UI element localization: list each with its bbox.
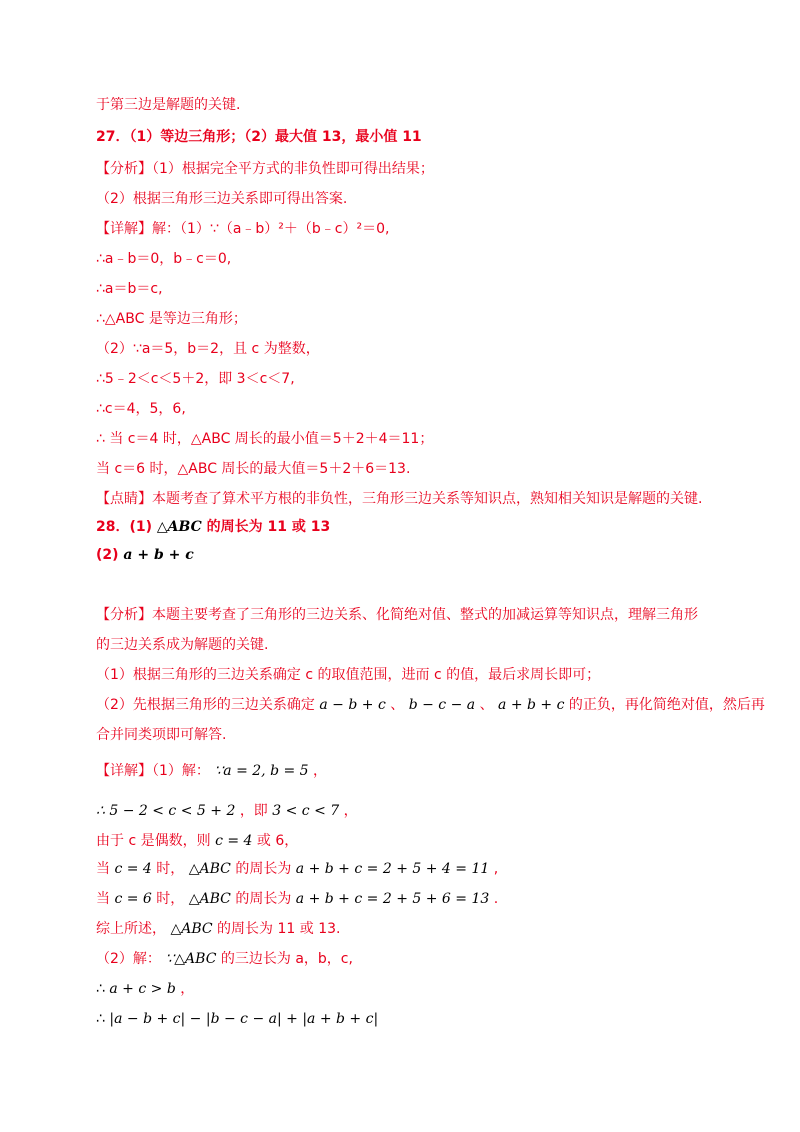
text-line: 【分析】本题主要考查了三角形的三边关系、化简绝对值、整式的加减运算等知识点，理解三角形 (96, 607, 698, 623)
text-fragment: ， (180, 981, 195, 997)
math-expression: c = 6 (114, 891, 152, 907)
text-fragment: ，即 (239, 803, 268, 819)
text-line (96, 1010, 378, 1028)
math-expression: △ABC (170, 921, 213, 937)
text-line (96, 696, 765, 714)
text-line: （2）∵a＝5，b＝2，且 c 为整数， (96, 341, 320, 357)
math-expression: 3 < c < 7 (272, 803, 340, 819)
answer-28-part1 (96, 518, 330, 536)
math-expression: |a − b + c| − |b − c − a| + |a + b + c| (109, 1011, 379, 1027)
text-line: ∴△ABC 是等边三角形； (96, 311, 247, 327)
text-fragment: 综上所述， (96, 921, 166, 937)
text-line: 当 c＝6 时，△ABC 周长的最大值＝5＋2＋6＝13. (96, 461, 411, 477)
text-line (96, 950, 353, 968)
answer-28-part2 (96, 546, 194, 564)
text-fragment: 时， (156, 891, 185, 907)
text-line (96, 802, 358, 820)
text-fragment: . (493, 891, 499, 907)
text-fragment: 【详解】（1）解： (96, 763, 210, 779)
text-fragment: , (493, 861, 499, 877)
text-line: （2）根据三角形三边关系即可得出答案. (96, 191, 348, 207)
text-fragment: 当 (96, 861, 110, 877)
text-fragment: 的三边长为 a，b，c, (220, 951, 353, 967)
text-fragment: 的正负，再化简绝对值，然后再 (568, 697, 765, 713)
math-expression: c = 4 (114, 861, 152, 877)
text-line: 【分析】（1）根据完全平方式的非负性即可得出结果； (96, 161, 434, 177)
text-fragment: ， (313, 763, 328, 779)
text-fragment: 由于 c 是偶数，则 (96, 833, 211, 849)
math-expression: △ABC (188, 861, 231, 877)
math-expression: a + c > b (109, 981, 176, 997)
text-fragment: 当 (96, 891, 110, 907)
text-fragment: 时， (156, 861, 185, 877)
text-fragment: ∴ (96, 1011, 105, 1027)
text-line: （1）根据三角形的三边关系确定 c 的取值范围，进而 c 的值，最后求周长即可； (96, 667, 601, 683)
text-line: ∴5﹣2＜c＜5＋2，即 3＜c＜7, (96, 371, 295, 387)
text-fragment: 、 (479, 697, 494, 713)
text-fragment: 、 (390, 697, 405, 713)
text-line: 【详解】解：（1）∵（a﹣b）²＋（b﹣c）²＝0, (96, 221, 390, 237)
text-line (96, 860, 498, 878)
text-line: 【点睛】本题考查了算术平方根的非负性，三角形三边关系等知识点，熟知相关知识是解题的关键. (96, 491, 703, 507)
text-line (96, 920, 340, 938)
text-line (96, 980, 194, 998)
text-fragment: (2) (96, 547, 119, 563)
text-fragment: （2）解： (96, 951, 161, 967)
text-line (96, 890, 498, 908)
math-expression: ∴ 5 − 2 < c < 5 + 2 (96, 803, 236, 819)
math-expression: c = 4 (215, 833, 253, 849)
math-expression: b − c − a (408, 697, 476, 713)
answer-27-heading: 27．（1）等边三角形；（2）最大值 13，最小值 11 (96, 129, 422, 145)
math-expression: a + b + c (123, 547, 194, 563)
text-fragment: 28．(1) (96, 519, 153, 535)
text-line: 于第三边是解题的关键. (96, 97, 241, 113)
text-line (96, 832, 298, 850)
math-expression: a + b + c = 2 + 5 + 6 = 13 (295, 891, 490, 907)
math-expression: ∵a = 2, b = 5 (214, 763, 309, 779)
text-fragment: （2）先根据三角形的三边关系确定 (96, 697, 315, 713)
text-fragment: 或 6， (256, 833, 299, 849)
text-fragment: 的周长为 11 或 13 (206, 519, 331, 535)
text-fragment: 的周长为 (235, 861, 292, 877)
text-fragment: 的周长为 (235, 891, 292, 907)
math-expression: a + b + c (498, 697, 565, 713)
text-line: 的三边关系成为解题的关键. (96, 637, 269, 653)
text-line: ∴c＝4，5，6, (96, 401, 186, 417)
text-fragment: ∴ (96, 981, 105, 997)
text-line: ∴a＝b＝c, (96, 281, 163, 297)
math-expression: △ABC (156, 519, 202, 535)
text-fragment: 的周长为 11 或 13. (217, 921, 341, 937)
text-line: 合并同类项即可解答. (96, 727, 227, 743)
math-expression: a + b + c = 2 + 5 + 4 = 11 (295, 861, 490, 877)
math-expression: ∵△ABC (165, 951, 217, 967)
text-line: ∴a﹣b＝0，b﹣c＝0, (96, 251, 232, 267)
math-expression: a − b + c (319, 697, 386, 713)
math-expression: △ABC (188, 891, 231, 907)
text-line (96, 762, 327, 780)
text-fragment: ， (343, 803, 358, 819)
text-line: ∴ 当 c＝4 时，△ABC 周长的最小值＝5＋2＋4＝11； (96, 431, 434, 447)
